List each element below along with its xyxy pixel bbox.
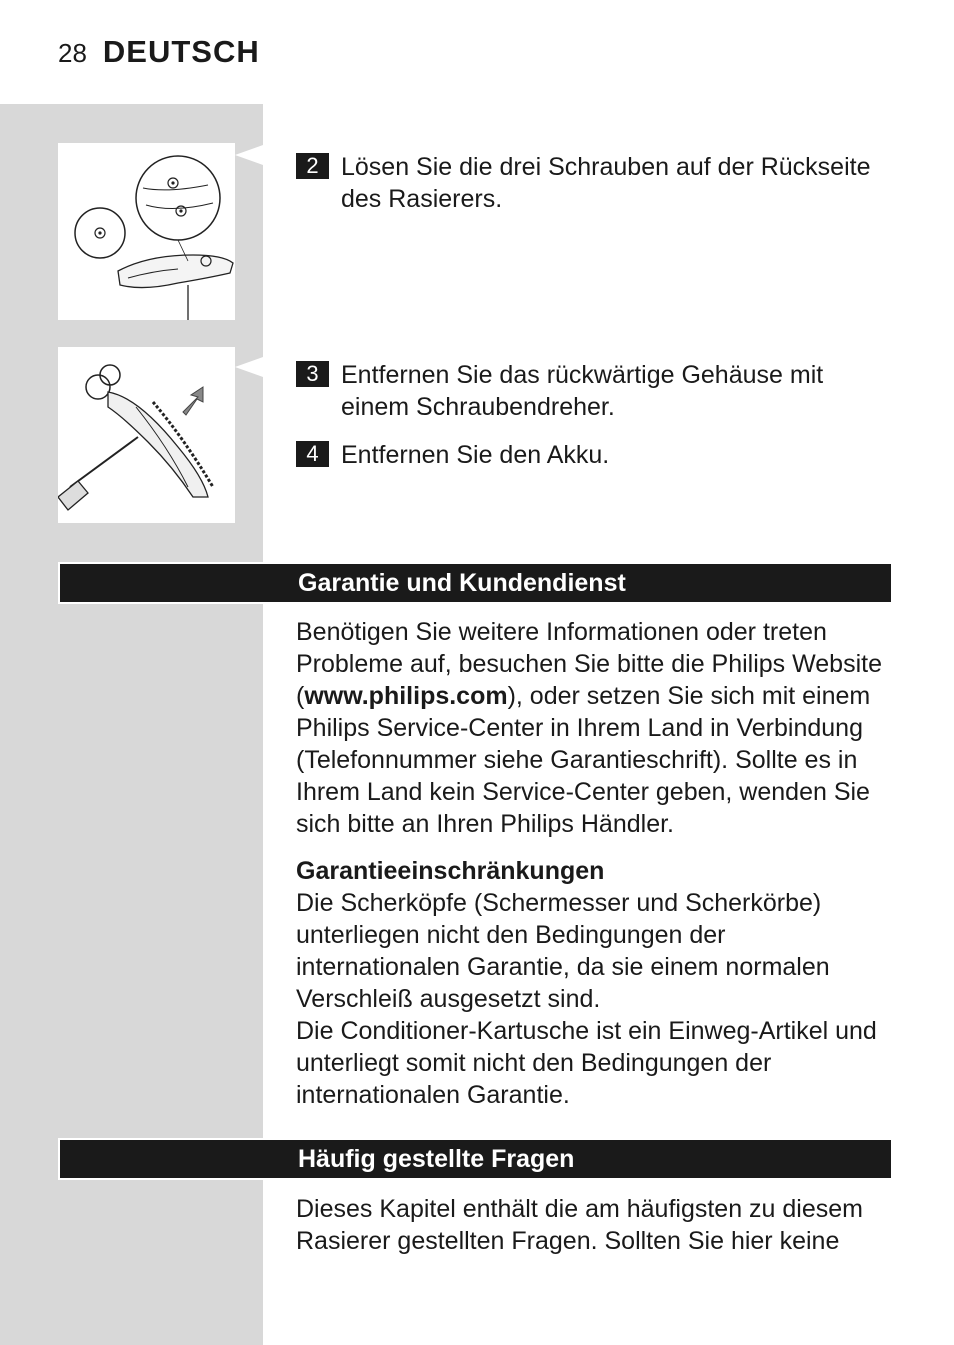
section-heading-faq	[58, 1138, 893, 1180]
step-number: 4	[296, 441, 329, 467]
step-text: Entfernen Sie den Akku.	[341, 441, 610, 469]
step-text: Lösen Sie die drei Schrauben auf der Rückseite des Rasierers.	[341, 153, 871, 213]
page-title: DEUTSCH	[102, 34, 260, 69]
section-title: Garantie und Kundendienst	[298, 569, 626, 597]
warranty-limitations-heading: Garantieeinschränkungen	[296, 857, 605, 885]
figure-pointer	[235, 357, 263, 377]
step-4	[296, 439, 896, 471]
philips-website-link[interactable]: www.philips.com	[304, 682, 508, 710]
shaver-screwdriver-icon	[58, 347, 235, 523]
step-number: 3	[296, 361, 329, 387]
warranty-text-end: ), oder setzen Sie sich mit einem Philips Service-Center in Ihrem Land in Verbindung (Telefonnummer siehe Garantieschrift). Sollte es in Ihrem Land kein Service-Center geben, wenden Sie sich bitte an Ihren Philips Händler.	[296, 682, 871, 838]
screws-illustration	[58, 143, 235, 320]
remove-housing-illustration	[58, 347, 235, 523]
section-title: Häufig gestellte Fragen	[298, 1145, 575, 1173]
section-heading-warranty	[58, 562, 893, 604]
step-3	[296, 359, 896, 423]
faq-text	[296, 1193, 896, 1257]
warranty-paragraph	[296, 616, 896, 840]
step-number: 2	[296, 153, 329, 179]
faq-intro: Dieses Kapitel enthält die am häufigsten zu diesem Rasierer gestellten Fragen. Sollten Sie hier keine	[296, 1195, 863, 1255]
page-number: 28	[58, 38, 87, 68]
step-text: Entfernen Sie das rückwärtige Gehäuse mit einem Schraubendreher.	[341, 361, 824, 421]
step-2	[296, 151, 896, 215]
warranty-limitation-2: Die Conditioner-Kartusche ist ein Einweg-Artikel und unterliegt somit nicht den Bedingungen der internationalen Garantie.	[296, 1017, 877, 1109]
warranty-text	[296, 616, 896, 1111]
page-header	[58, 34, 260, 74]
figure-pointer	[235, 145, 263, 165]
warranty-text-start: Benötigen Sie weitere Informationen oder treten Probleme auf, besuchen Sie bitte die Philips Website (	[296, 618, 882, 710]
shaver-screws-icon	[58, 143, 235, 320]
warranty-limitation-1: Die Scherköpfe (Schermesser und Scherkörbe) unterliegen nicht den Bedingungen der internationalen Garantie, da sie einem normalen Verschleiß ausgesetzt sind.	[296, 889, 830, 1013]
